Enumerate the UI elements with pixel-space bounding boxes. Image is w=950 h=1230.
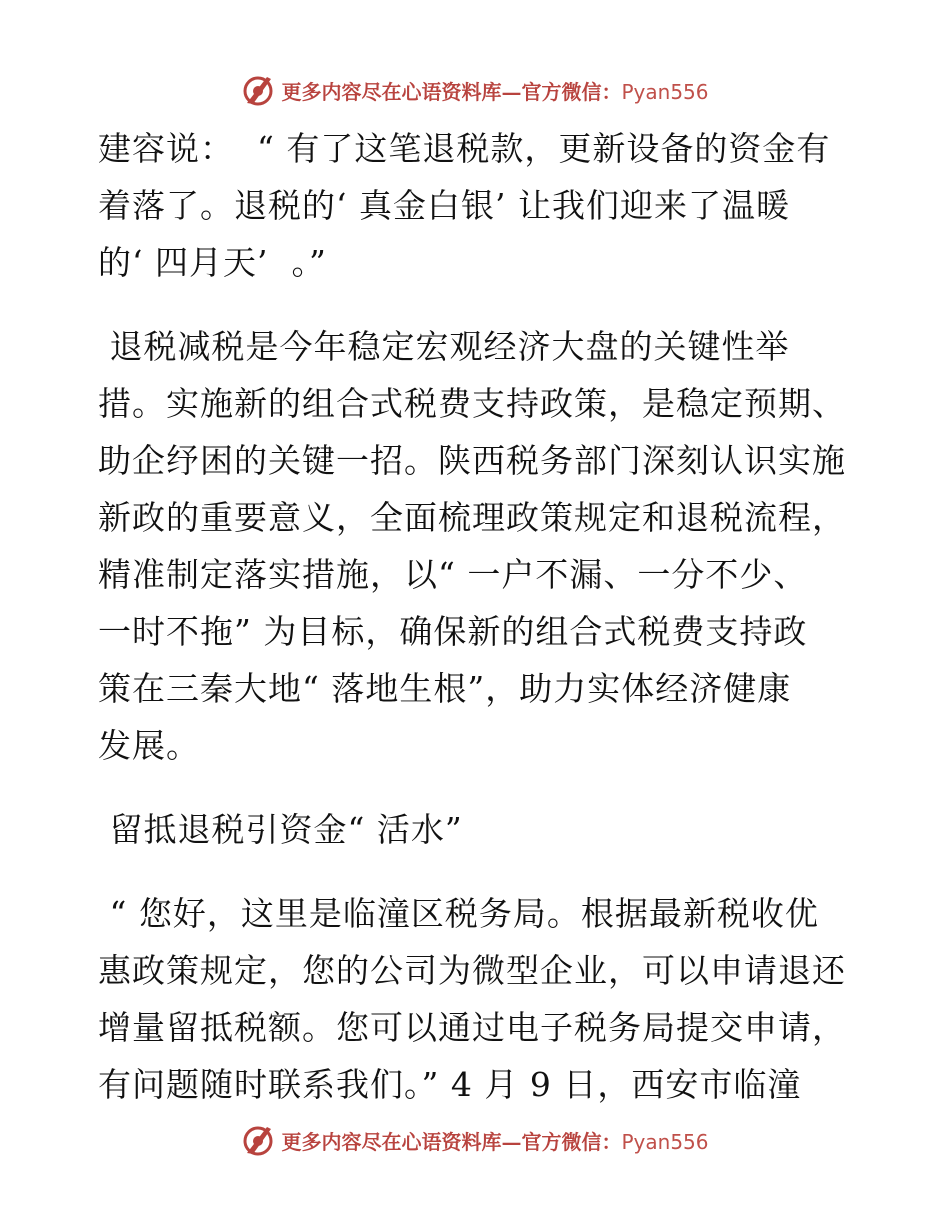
text-line: 惠政策规定，您的公司为微型企业，可以申请退还: [98, 951, 846, 990]
banner-text: 更多内容尽在心语资料库—官方微信：Pyan556: [281, 79, 709, 104]
text-line: 策在三秦大地“ 落地生根”，助力实体经济健康: [98, 669, 792, 708]
text-line: 建容说： “ 有了这笔退税款，更新设备的资金有: [98, 129, 831, 168]
footer-watermark-banner: [0, 1120, 950, 1160]
banner-text: 更多内容尽在心语资料库—官方微信：Pyan556: [281, 1129, 709, 1154]
text-line: 着落了。退税的‘ 真金白银’ 让我们迎来了温暖: [98, 186, 790, 225]
paragraph-2: [98, 318, 858, 774]
text-line: 助企纾困的关键一招。陕西税务部门深刻认识实施: [98, 441, 846, 480]
header-watermark-banner: [0, 70, 950, 110]
text-line: 精准制定落实措施，以“ 一户不漏、一分不少、: [98, 555, 808, 594]
text-line: 措。实施新的组合式税费支持政策，是稳定预期、: [98, 384, 846, 423]
text-line: 有问题随时联系我们。” 4 月 9 日，西安市临潼: [98, 1065, 802, 1104]
wechat-id: Pyan556: [621, 1129, 709, 1154]
text-line: 一时不拖” 为目标，确保新的组合式税费支持政: [98, 612, 808, 651]
heading-line: 留抵退税引资金“ 活水”: [98, 810, 463, 849]
paragraph-1: [98, 120, 858, 291]
text-line: 新政的重要意义，全面梳理政策规定和退税流程，: [98, 498, 846, 537]
quill-logo-icon: [241, 1123, 275, 1157]
section-heading: [98, 801, 858, 858]
text-line: 增量留抵税额。您可以通过电子税务局提交申请，: [98, 1008, 846, 1047]
document-body: [98, 120, 858, 1113]
quill-logo-icon: [241, 73, 275, 107]
text-line: 的‘ 四月天’ 。”: [98, 243, 327, 282]
paragraph-3: [98, 885, 858, 1113]
text-line: 退税减税是今年稳定宏观经济大盘的关键性举: [98, 327, 790, 366]
text-line: “ 您好，这里是临潼区税务局。根据最新税收优: [98, 894, 819, 933]
text-line: 发展。: [98, 726, 200, 765]
wechat-id: Pyan556: [621, 79, 709, 104]
